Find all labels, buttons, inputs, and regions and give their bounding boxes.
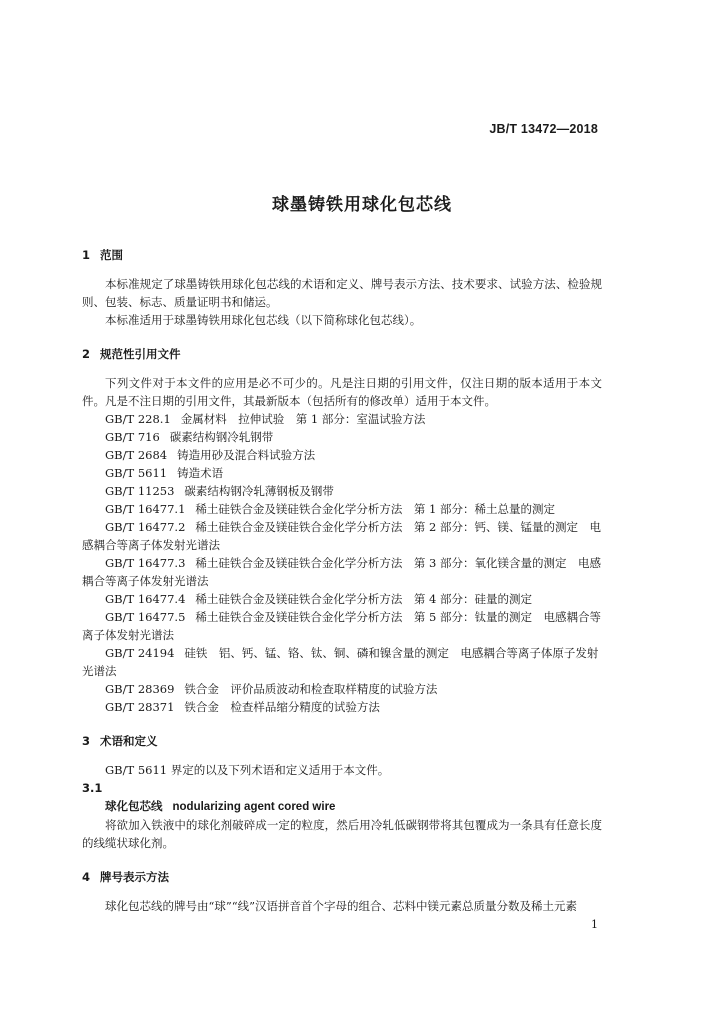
reference-code: GB/T 11253 [105, 484, 175, 498]
reference-item [82, 680, 602, 698]
reference-title: 铁合金 检查样品缩分精度的试验方法 [184, 700, 380, 714]
reference-item [82, 554, 602, 590]
term-chinese: 球化包芯线 [105, 799, 163, 813]
term-english: nodularizing agent cored wire [172, 801, 336, 813]
reference-item [82, 518, 602, 554]
terms-intro: GB/T 5611 界定的以及下列术语和定义适用于本文件。 [105, 763, 390, 777]
section-normative-references [82, 345, 602, 716]
section-title: 术语和定义 [100, 734, 158, 748]
reference-title: 铸造术语 [177, 466, 224, 480]
standard-code: JB/T 13472—2018 [489, 122, 598, 136]
section-designation [82, 868, 602, 915]
clause-number: 3.1 [82, 781, 103, 795]
reference-item [82, 608, 602, 644]
scope-paragraph-1: 本标准规定了球墨铸铁用球化包芯线的术语和定义、牌号表示方法、技术要求、试验方法、检验规则、包装、标志、质量证明书和储运。 [82, 277, 602, 309]
reference-title: 稀土硅铁合金及镁硅铁合金化学分析方法 第 2 部分：钙、镁、锰量的测定 电感耦合等离子体发射光谱法 [82, 520, 602, 552]
reference-title: 硅铁 铝、钙、锰、铬、钛、铜、磷和镍含量的测定 电感耦合等离子体原子发射光谱法 [82, 646, 599, 678]
section-title: 规范性引用文件 [100, 347, 181, 361]
term-definition: 将欲加入铁液中的球化剂破碎成一定的粒度，然后用冷轧低碳钢带将其包覆成为一条具有任意长度的线缆状球化剂。 [82, 818, 602, 850]
reference-code: GB/T 16477.4 [105, 592, 186, 606]
section-scope [82, 246, 602, 329]
section-heading [82, 345, 602, 363]
section-heading [82, 732, 602, 750]
document-body [82, 246, 602, 915]
section-title: 牌号表示方法 [100, 870, 169, 884]
reference-code: GB/T 228.1 [105, 412, 171, 426]
designation-paragraph: 球化包芯线的牌号由“球”“线”汉语拼音首个字母的组合、芯料中镁元素总质量分数及稀土元素 [105, 899, 578, 913]
section-terms-definitions [82, 732, 602, 852]
reference-item [82, 446, 602, 464]
reference-code: GB/T 24194 [105, 646, 175, 660]
reference-title: 稀土硅铁合金及镁硅铁合金化学分析方法 第 4 部分：硅量的测定 [195, 592, 533, 606]
section-number: 1 [82, 248, 91, 262]
reference-title: 稀土硅铁合金及镁硅铁合金化学分析方法 第 1 部分：稀土总量的测定 [195, 502, 556, 516]
reference-code: GB/T 16477.5 [105, 610, 186, 624]
section-number: 2 [82, 347, 91, 361]
reference-code: GB/T 716 [105, 430, 160, 444]
reference-title: 碳素结构钢冷轧钢带 [169, 430, 274, 444]
document-title: 球墨铸铁用球化包芯线 [272, 195, 452, 215]
reference-item [82, 428, 602, 446]
reference-code: GB/T 28369 [105, 682, 175, 696]
reference-item [82, 590, 602, 608]
reference-title: 稀土硅铁合金及镁硅铁合金化学分析方法 第 5 部分：钛量的测定 电感耦合等离子体发射光谱法 [82, 610, 602, 642]
section-heading [82, 246, 602, 264]
reference-code: GB/T 5611 [105, 466, 168, 480]
reference-code: GB/T 16477.2 [105, 520, 186, 534]
section-number: 3 [82, 734, 91, 748]
reference-code: GB/T 28371 [105, 700, 175, 714]
reference-code: GB/T 2684 [105, 448, 168, 462]
reference-title: 稀土硅铁合金及镁硅铁合金化学分析方法 第 3 部分：氧化镁含量的测定 电感耦合等离子体发射光谱法 [82, 556, 602, 588]
reference-code: GB/T 16477.1 [105, 502, 186, 516]
reference-code: GB/T 16477.3 [105, 556, 186, 570]
section-number: 4 [82, 870, 91, 884]
reference-title: 金属材料 拉伸试验 第 1 部分：室温试验方法 [180, 412, 426, 426]
term-entry [82, 797, 602, 816]
reference-title: 铁合金 评价品质波动和检查取样精度的试验方法 [184, 682, 438, 696]
reference-item [82, 644, 602, 680]
reference-title: 铸造用砂及混合料试验方法 [177, 448, 316, 462]
reference-item [82, 482, 602, 500]
reference-item [82, 500, 602, 518]
reference-title: 碳素结构钢冷轧薄钢板及钢带 [184, 484, 334, 498]
reference-item [82, 698, 602, 716]
scope-paragraph-2: 本标准适用于球墨铸铁用球化包芯线（以下简称球化包芯线）。 [105, 313, 422, 327]
reference-item [82, 464, 602, 482]
section-title: 范围 [100, 248, 123, 262]
references-intro: 下列文件对于本文件的应用是必不可少的。凡是注日期的引用文件，仅注日期的版本适用于本文件。凡是不注日期的引用文件，其最新版本（包括所有的修改单）适用于本文件。 [82, 376, 602, 408]
page-number: 1 [591, 918, 598, 931]
section-heading [82, 868, 602, 886]
reference-item [82, 410, 602, 428]
